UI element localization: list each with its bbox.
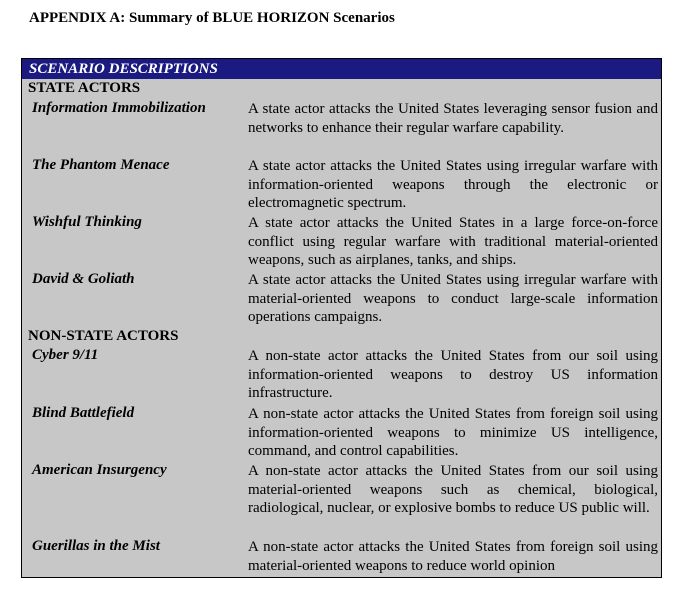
scenario-name-guerillas-in-the-mist: Guerillas in the Mist — [32, 538, 160, 554]
scenario-name-blind-battlefield: Blind Battlefield — [32, 405, 135, 421]
page-title: APPENDIX A: Summary of BLUE HORIZON Scenarios — [29, 10, 395, 26]
scenario-name-david-and-goliath: David & Goliath — [32, 271, 135, 287]
scenario-name-the-phantom-menace: The Phantom Menace — [32, 157, 170, 173]
scenario-description-information-immobilization: A state actor attacks the United States leveraging sensor fusion and networks to enhance their regular warfare capability. — [248, 101, 658, 136]
section-heading-non-state-actors: NON-STATE ACTORS — [28, 328, 179, 344]
section-heading-state-actors: STATE ACTORS — [28, 80, 141, 96]
scenario-description-cyber-9-11: A non-state actor attacks the United States from our soil using information-oriented weapons to destroy US information infrastructure. — [248, 348, 658, 401]
scenario-table — [21, 58, 662, 578]
scenario-name-cyber-9-11: Cyber 9/11 — [32, 347, 99, 363]
scenario-name-american-insurgency: American Insurgency — [32, 462, 167, 478]
scenario-description-wishful-thinking: A state actor attacks the United States in a large force-on-force conflict using regular warfare with traditional material-oriented weapons, such as airplanes, tanks, and ships. — [248, 215, 658, 268]
scenario-name-wishful-thinking: Wishful Thinking — [32, 214, 142, 230]
scenario-description-american-insurgency: A non-state actor attacks the United States from our soil using material-oriented weapons such as chemical, biological, radiological, nuclear, or explosive bombs to reduce US public will. — [248, 463, 658, 516]
scenario-description-blind-battlefield: A non-state actor attacks the United States from foreign soil using information-oriented weapons to minimize US intelligence, command, and control capabilities. — [248, 406, 658, 459]
scenario-description-the-phantom-menace: A state actor attacks the United States using irregular warfare with information-oriented weapons through the electronic or electromagnetic spectrum. — [248, 158, 658, 211]
scenario-description-david-and-goliath: A state actor attacks the United States using irregular warfare with material-oriented weapons to conduct large-scale information operations campaigns. — [248, 272, 658, 325]
table-header: SCENARIO DESCRIPTIONS — [22, 59, 661, 79]
scenario-description-guerillas-in-the-mist: A non-state actor attacks the United States from foreign soil using material-oriented weapons to reduce world opinion — [248, 539, 658, 574]
scenario-name-information-immobilization: Information Immobilization — [32, 100, 206, 116]
